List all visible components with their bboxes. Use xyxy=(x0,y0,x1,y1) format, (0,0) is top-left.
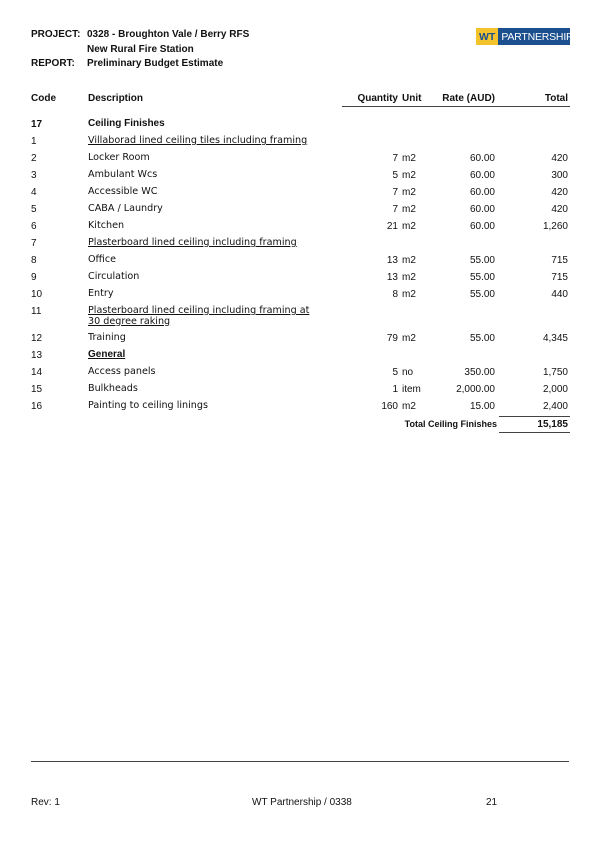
row-code: 14 xyxy=(31,367,43,378)
row-unit: m2 xyxy=(402,289,416,300)
row-description: Locker Room xyxy=(88,152,150,163)
row-quantity: 13 xyxy=(386,255,398,266)
row-unit: no xyxy=(402,367,414,378)
row-code: 8 xyxy=(31,255,37,266)
row-description: Plasterboard lined ceiling including framing xyxy=(88,237,297,248)
row-unit: m2 xyxy=(402,255,416,266)
row-description: Kitchen xyxy=(88,220,125,231)
total-label: Total Ceiling Finishes xyxy=(404,419,497,429)
row-description: Ambulant Wcs xyxy=(88,169,158,180)
row-code: 7 xyxy=(31,238,37,249)
row-description: Accessible WC xyxy=(88,186,158,197)
row-rate: 55.00 xyxy=(469,272,495,283)
row-code: 4 xyxy=(31,187,37,198)
col-header-total: Total xyxy=(544,93,568,104)
row-quantity: 7 xyxy=(392,204,398,215)
row-rate: 55.00 xyxy=(469,333,495,344)
row-unit: m2 xyxy=(402,170,416,181)
project-name: 0328 - Broughton Vale / Berry RFS xyxy=(87,29,250,40)
row-rate: 60.00 xyxy=(469,153,495,164)
row-rate: 55.00 xyxy=(469,255,495,266)
col-header-quantity: Quantity xyxy=(357,93,398,104)
row-unit: m2 xyxy=(402,204,416,215)
row-description: Painting to ceiling linings xyxy=(88,400,208,411)
row-code: 13 xyxy=(31,350,43,361)
col-header-rate: Rate (AUD) xyxy=(442,93,495,104)
row-description: Villaborad lined ceiling tiles including framing xyxy=(88,135,308,146)
row-total: 420 xyxy=(551,204,568,215)
report-label: REPORT: xyxy=(31,58,75,69)
row-description: Access panels xyxy=(88,366,156,377)
row-total: 4,345 xyxy=(542,333,568,344)
logo-partnership: PARTNERSHIP xyxy=(501,30,573,43)
row-total: 1,260 xyxy=(542,221,568,232)
header-rule xyxy=(342,106,570,107)
row-rate: 60.00 xyxy=(469,204,495,215)
row-rate: 55.00 xyxy=(469,289,495,300)
project-subtitle: New Rural Fire Station xyxy=(87,43,194,55)
row-unit: m2 xyxy=(402,272,416,283)
row-rate: 2,000.00 xyxy=(456,384,495,395)
footer-center: WT Partnership / 0338 xyxy=(252,797,352,808)
footer-revision: Rev: 1 xyxy=(31,797,60,808)
row-rate: 60.00 xyxy=(469,170,495,181)
row-unit: m2 xyxy=(402,153,416,164)
total-top-rule xyxy=(499,416,570,417)
row-unit: item xyxy=(402,384,421,395)
row-quantity: 5 xyxy=(392,170,398,181)
row-code: 11 xyxy=(31,306,42,317)
report-title: Preliminary Budget Estimate xyxy=(87,58,224,69)
row-quantity: 1 xyxy=(392,384,398,395)
row-rate: 15.00 xyxy=(469,401,495,412)
row-description: Office xyxy=(88,254,117,265)
row-total: 715 xyxy=(551,272,568,283)
row-total: 2,000 xyxy=(542,384,568,395)
row-total: 1,750 xyxy=(542,367,568,378)
row-quantity: 160 xyxy=(381,401,398,412)
col-header-code: Code xyxy=(31,93,56,104)
row-code: 5 xyxy=(31,204,37,215)
col-header-unit: Unit xyxy=(402,93,422,104)
row-code: 12 xyxy=(31,333,43,344)
row-description: Circulation xyxy=(88,271,140,282)
total-value: 15,185 xyxy=(537,419,568,430)
row-total: 300 xyxy=(551,170,568,181)
row-code: 6 xyxy=(31,221,37,232)
row-description: General xyxy=(88,349,126,360)
footer-rule xyxy=(31,761,569,762)
row-quantity: 13 xyxy=(386,272,398,283)
row-unit: m2 xyxy=(402,221,416,232)
report-header xyxy=(31,28,249,72)
wt-partnership-logo xyxy=(476,28,573,45)
row-description: CABA / Laundry xyxy=(88,203,163,214)
row-total: 2,400 xyxy=(542,401,568,412)
row-quantity: 21 xyxy=(386,221,398,232)
col-header-description: Description xyxy=(88,93,144,104)
row-code: 9 xyxy=(31,272,37,283)
row-quantity: 79 xyxy=(386,333,398,344)
row-description: Bulkheads xyxy=(88,383,138,394)
row-description: Entry xyxy=(88,288,114,299)
row-unit: m2 xyxy=(402,333,416,344)
section-title: Ceiling Finishes xyxy=(88,118,165,129)
row-code: 1 xyxy=(31,136,37,147)
row-description: Training xyxy=(88,332,126,343)
row-rate: 60.00 xyxy=(469,221,495,232)
row-total: 440 xyxy=(551,289,568,300)
row-description: Plasterboard lined ceiling including framing at 30 degree raking xyxy=(88,305,310,327)
project-label: PROJECT: xyxy=(31,29,81,40)
row-code: 2 xyxy=(31,153,37,164)
section-code: 17 xyxy=(31,119,43,130)
logo-wt: WT xyxy=(476,28,498,45)
row-unit: m2 xyxy=(402,187,416,198)
row-rate: 60.00 xyxy=(469,187,495,198)
total-bottom-rule xyxy=(499,432,570,433)
row-code: 16 xyxy=(31,401,43,412)
row-code: 15 xyxy=(31,384,43,395)
row-code: 10 xyxy=(31,289,43,300)
row-total: 715 xyxy=(551,255,568,266)
row-code: 3 xyxy=(31,170,37,181)
row-quantity: 7 xyxy=(392,153,398,164)
row-quantity: 8 xyxy=(392,289,398,300)
row-unit: m2 xyxy=(402,401,416,412)
footer-page-number: 21 xyxy=(486,797,498,808)
row-quantity: 7 xyxy=(392,187,398,198)
row-total: 420 xyxy=(551,153,568,164)
row-total: 420 xyxy=(551,187,568,198)
row-quantity: 5 xyxy=(392,367,398,378)
row-rate: 350.00 xyxy=(464,367,495,378)
